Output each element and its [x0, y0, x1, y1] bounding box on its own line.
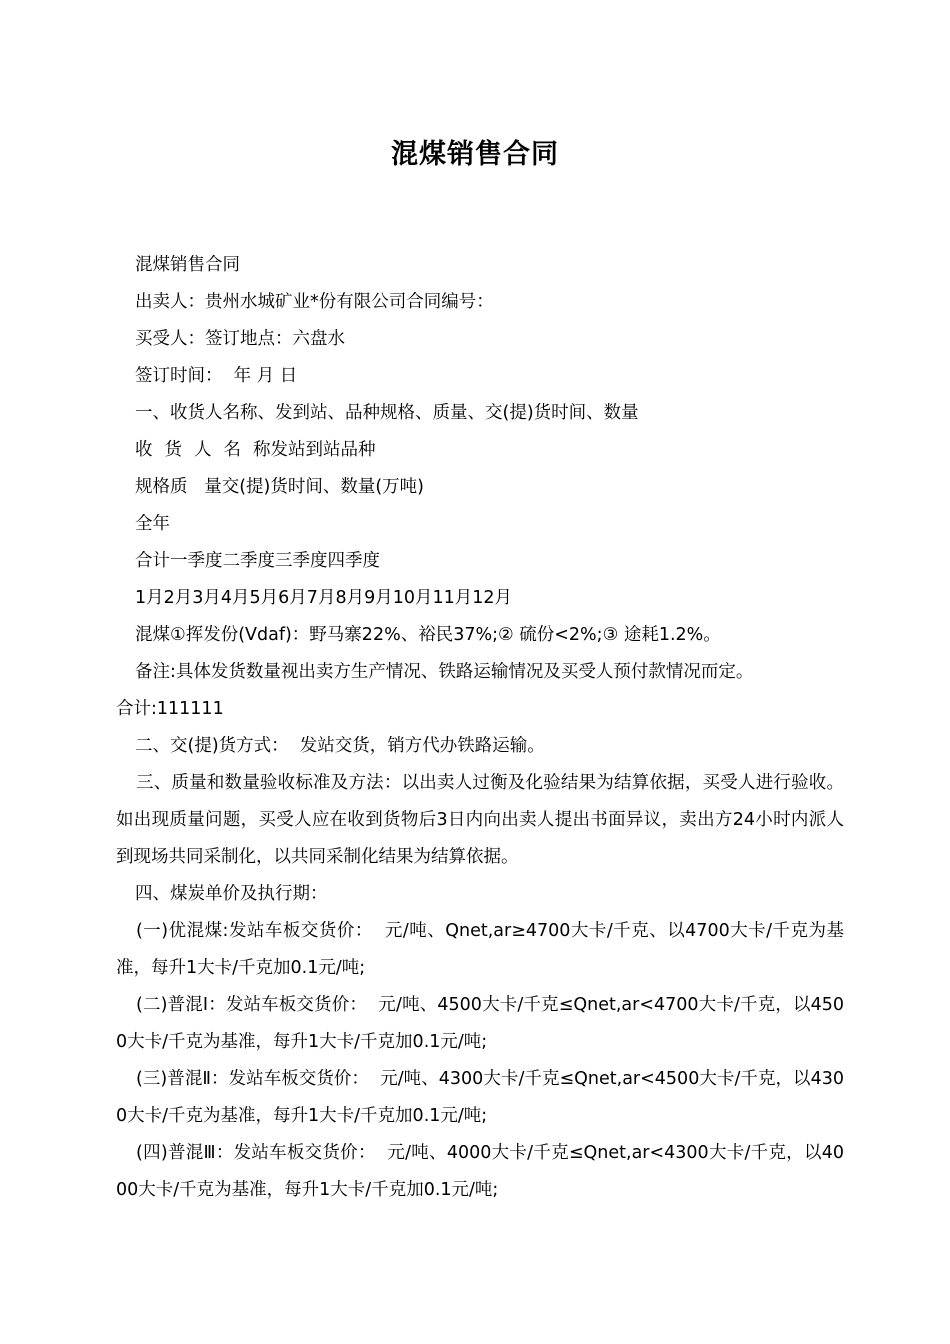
table-header-full-year: 全年 — [135, 514, 170, 534]
contract-heading: 混煤销售合同 — [135, 255, 240, 275]
seller-line: 出卖人：贵州水城矿业*份有限公司合同编号： — [135, 292, 494, 312]
price-clause-4: (四)普混Ⅲ：发站车板交货价： 元/吨、4000大卡/千克≤Qnet,ar<4300大卡/千克，以4000大卡/千克为基准，每升1大卡/千克加0.1元/吨; — [116, 1143, 844, 1200]
table-header-row-2: 规格质 量交(提)货时间、数量(万吨) — [135, 477, 424, 497]
remark-line: 备注:具体发货数量视出卖方生产情况、铁路运输情况及买受人预付款情况而定。 — [135, 662, 754, 682]
buyer-line: 买受人：签订地点：六盘水 — [135, 329, 345, 349]
table-header-stations: 称发站到站品种 — [253, 440, 376, 460]
section-4-heading: 四、煤炭单价及执行期： — [135, 884, 328, 904]
table-header-quarters: 合计一季度二季度三季度四季度 — [135, 551, 380, 571]
table-header-months: 1月2月3月4月5月6月7月8月9月10月11月12月 — [135, 588, 513, 608]
price-clause-3: (三)普混Ⅱ：发站车板交货价： 元/吨、4300大卡/千克≤Qnet,ar<4500大卡/千克，以4300大卡/千克为基准，每升1大卡/千克加0.1元/吨; — [116, 1069, 844, 1126]
price-clause-2: (二)普混Ⅰ：发站车板交货价： 元/吨、4500大卡/千克≤Qnet,ar<4700大卡/千克，以4500大卡/千克为基准，每升1大卡/千克加0.1元/吨; — [116, 995, 844, 1052]
table-header-consignee: 收货人名 — [135, 440, 253, 460]
document-body — [116, 247, 844, 1209]
total-line: 合计:111111 — [116, 699, 224, 719]
section-1-heading: 一、收货人名称、发到站、品种规格、质量、交(提)货时间、数量 — [135, 403, 639, 423]
section-2-delivery: 二、交(提)货方式： 发站交货，销方代办铁路运输。 — [135, 736, 545, 756]
price-clause-1: (一)优混煤:发站车板交货价： 元/吨、Qnet,ar≥4700大卡/千克、以4700大卡/千克为基准，每升1大卡/千克加0.1元/吨; — [116, 921, 844, 978]
signing-time-line: 签订时间： 年 月 日 — [135, 366, 298, 386]
mixed-coal-spec-line: 混煤①挥发份(Vdaf)：野马寨22%、裕民37%;② 硫份<2%;③ 途耗1.2%。 — [135, 625, 721, 645]
table-header-row-1 — [116, 432, 844, 469]
section-3-quality: 三、质量和数量验收标准及方法：以出卖人过衡及化验结果为结算依据，买受人进行验收。如出现质量问题，买受人应在收到货物后3日内向出卖人提出书面异议，卖出方24小时内派人到现场共同采制化，以共同采制化结果为结算依据。 — [116, 773, 844, 867]
document-title: 混煤销售合同 — [391, 139, 559, 170]
